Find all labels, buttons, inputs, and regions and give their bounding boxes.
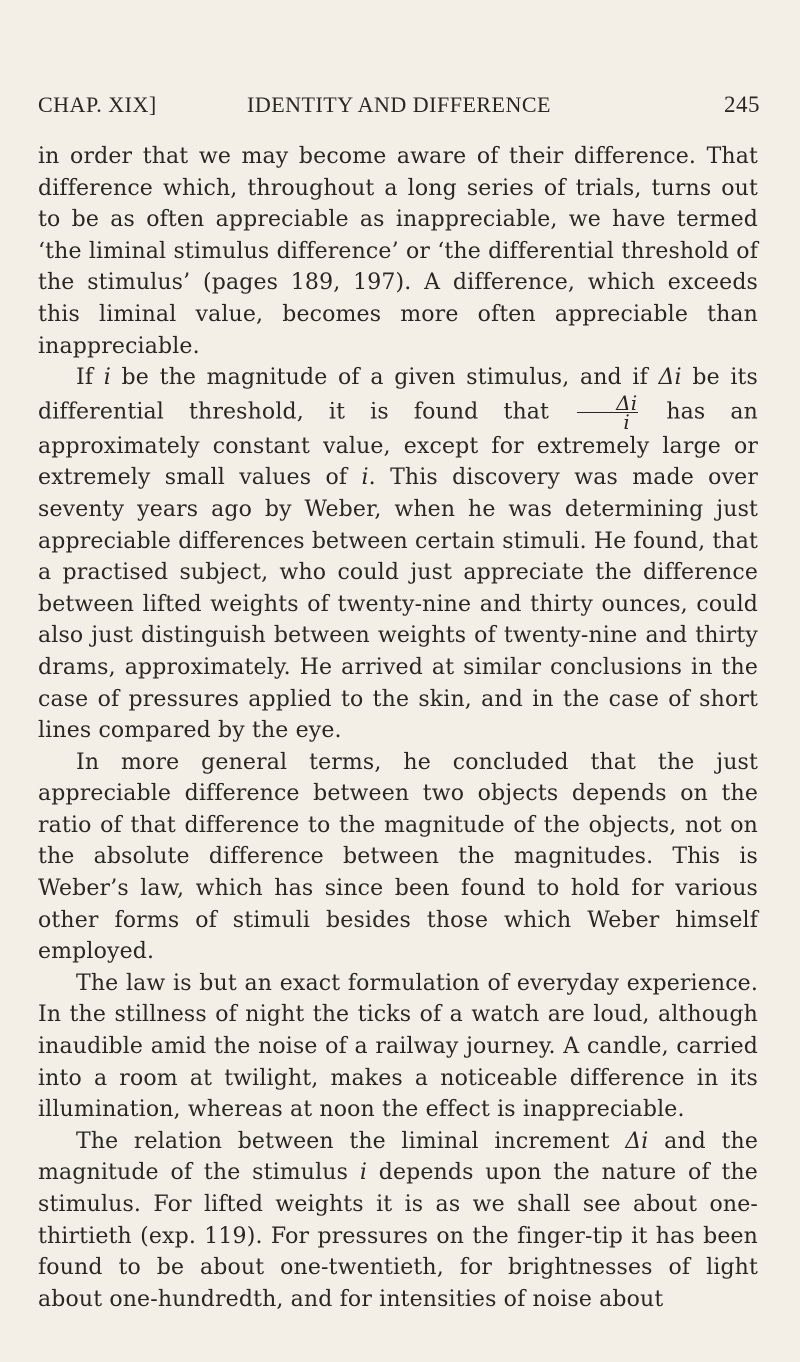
paragraph-3: In more general terms, he concluded that the just appreciable difference between two objects depends on the ratio of that difference to the magnitude of the objects, not on the absolute difference between the magnitudes. This is Weber’s law, which has since been found to hold for various other forms of stimuli besides those which Weber himself employed. — [38, 749, 758, 965]
chapter-label: CHAP. XIX] — [38, 92, 157, 117]
math-var: i — [359, 1160, 367, 1186]
math-var: Δi — [625, 1128, 649, 1154]
fraction-numerator: Δi — [577, 394, 638, 413]
text-run: be its differential threshold, it is found that — [38, 365, 758, 425]
math-var: i — [103, 365, 111, 391]
text-run: has an approximately constant value, except for extremely large or extremely small values of — [38, 399, 758, 491]
math-var: Δi — [658, 365, 682, 391]
fraction-delta-i-over-i — [577, 390, 638, 434]
paragraph-4: The law is but an exact formulation of everyday experience. In the stillness of night the ticks of a watch are loud, although inaudible amid the noise of a railway journey. A candle, carried into a room at twilight, makes a noticeable difference in its illumination, whereas at noon the effect is inappreciable. — [38, 970, 758, 1123]
text-run: be the magnitude of a given stimulus, and if — [110, 365, 659, 391]
text-run: The relation between the liminal increment — [76, 1128, 626, 1154]
math-var: i — [361, 465, 369, 491]
body-text — [38, 141, 758, 1315]
text-run: . This discovery was made over seventy years ago by Weber, when he was determining just appreciable differences between certain stimuli. He found, that a practised subject, who could just appreciate the difference between lifted weights of twenty-nine and thirty ounces, could also just distinguish between weights of twenty-nine and thirty drams, approximately. He arrived at similar conclusions in the case of pressures applied to the skin, and in the case of short lines compared by the eye. — [38, 465, 758, 744]
paragraph-2 — [38, 362, 758, 747]
paragraph-1: in order that we may become aware of their difference. That difference which, throughout a long series of trials, turns out to be as often appreciable as inappreciable, we have termed ‘the liminal stimulus difference’ or ‘the differential threshold of the stimulus’ (pages 189, 197). A difference, which exceeds this liminal value, becomes more often appreciable than inappreciable. — [38, 144, 758, 359]
running-header — [38, 92, 760, 122]
fraction-denominator: i — [623, 409, 630, 434]
text-run: depends upon the nature of the stimulus. For lifted weights it is as we shall see about one-thirtieth (exp. 119). For pressures on the finger-tip it has been found to be about one-twentieth, for brightnesses of light about one-hundredth, and for intensities of noise about — [38, 1160, 758, 1312]
text-run: and the magnitude of the stimulus — [38, 1128, 758, 1186]
paragraph-5 — [38, 1126, 758, 1316]
text-run: If — [76, 365, 104, 391]
running-title: IDENTITY AND DIFFERENCE — [247, 92, 551, 117]
page-number: 245 — [724, 92, 760, 117]
